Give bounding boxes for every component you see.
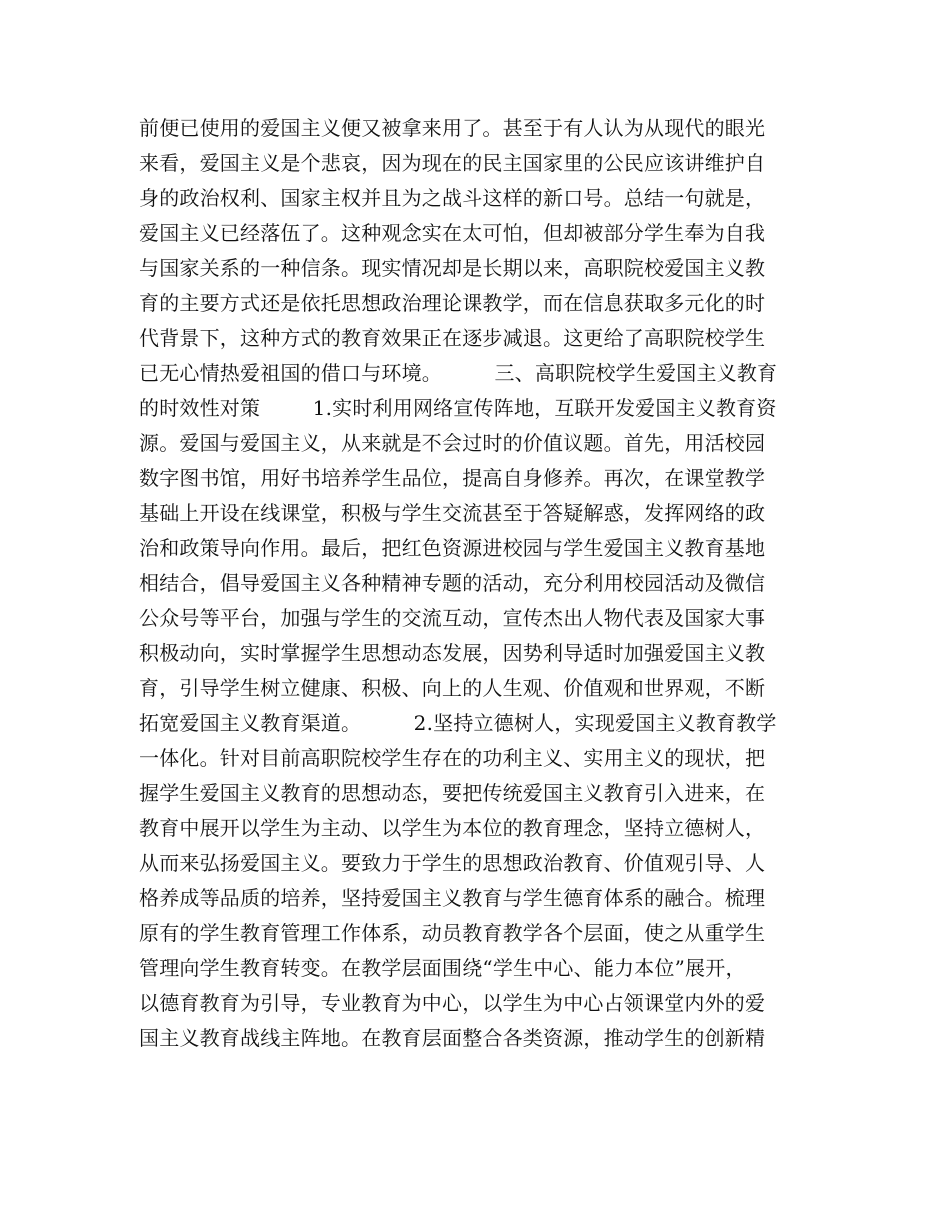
text-line: 基础上开设在线课堂，积极与学生交流甚至于答疑解惑，发挥网络的政 <box>139 501 766 525</box>
text-line: 国主义教育战线主阵地。在教育层面整合各类资源，推动学生的创新精 <box>139 1026 766 1050</box>
text-line: 育，引导学生树立健康、积极、向上的人生观、价值观和世界观，不断 <box>139 676 766 700</box>
text-line: 公众号等平台，加强与学生的交流互动，宣传杰出人物代表及国家大事 <box>139 606 766 630</box>
text-line: 拓宽爱国主义教育渠道。 2.坚持立德树人，实现爱国主义教育教学 <box>139 711 777 735</box>
text-line: 代背景下，这种方式的教育效果正在逐步减退。这更给了高职院校学生 <box>139 326 766 350</box>
text-line: 育的主要方式还是依托思想政治理论课教学，而在信息获取多元化的时 <box>139 291 766 315</box>
text-line: 一体化。针对目前高职院校学生存在的功利主义、实用主义的现状，把 <box>139 746 766 770</box>
text-line: 以德育教育为引导，专业教育为中心，以学生为中心占领课堂内外的爱 <box>139 991 766 1015</box>
text-line: 治和政策导向作用。最后，把红色资源进校园与学生爱国主义教育基地 <box>139 536 766 560</box>
text-line: 管理向学生教育转变。在教学层面围绕“学生中心、能力本位”展开， <box>139 956 746 980</box>
text-line: 来看，爱国主义是个悲哀，因为现在的民主国家里的公民应该讲维护自 <box>139 151 766 175</box>
text-line: 教育中展开以学生为主动、以学生为本位的教育理念，坚持立德树人， <box>139 816 766 840</box>
text-line: 源。爱国与爱国主义，从来就是不会过时的价值议题。首先，用活校园 <box>139 431 766 455</box>
text-line: 相结合，倡导爱国主义各种精神专题的活动，充分利用校园活动及微信 <box>139 571 766 595</box>
text-line: 握学生爱国主义教育的思想动态，要把传统爱国主义教育引入进来，在 <box>139 781 766 805</box>
text-line: 前便已使用的爱国主义便又被拿来用了。甚至于有人认为从现代的眼光 <box>139 116 766 140</box>
text-line: 已无心情热爱祖国的借口与环境。 三、高职院校学生爱国主义教育 <box>139 361 778 385</box>
text-line: 的时效性对策 1.实时利用网络宣传阵地，互联开发爱国主义教育资 <box>139 396 777 420</box>
body-text <box>139 111 819 1056</box>
text-line: 身的政治权利、国家主权并且为之战斗这样的新口号。总结一句就是， <box>139 186 766 210</box>
text-line: 数字图书馆，用好书培养学生品位，提高自身修养。再次，在课堂教学 <box>139 466 766 490</box>
text-line: 格养成等品质的培养，坚持爱国主义教育与学生德育体系的融合。梳理 <box>139 886 766 910</box>
text-line: 积极动向，实时掌握学生思想动态发展，因势利导适时加强爱国主义教 <box>139 641 766 665</box>
text-line: 从而来弘扬爱国主义。要致力于学生的思想政治教育、价值观引导、人 <box>139 851 766 875</box>
text-line: 原有的学生教育管理工作体系，动员教育教学各个层面，使之从重学生 <box>139 921 766 945</box>
text-line: 与国家关系的一种信条。现实情况却是长期以来，高职院校爱国主义教 <box>139 256 766 280</box>
text-line: 爱国主义已经落伍了。这种观念实在太可怕，但却被部分学生奉为自我 <box>139 221 766 245</box>
